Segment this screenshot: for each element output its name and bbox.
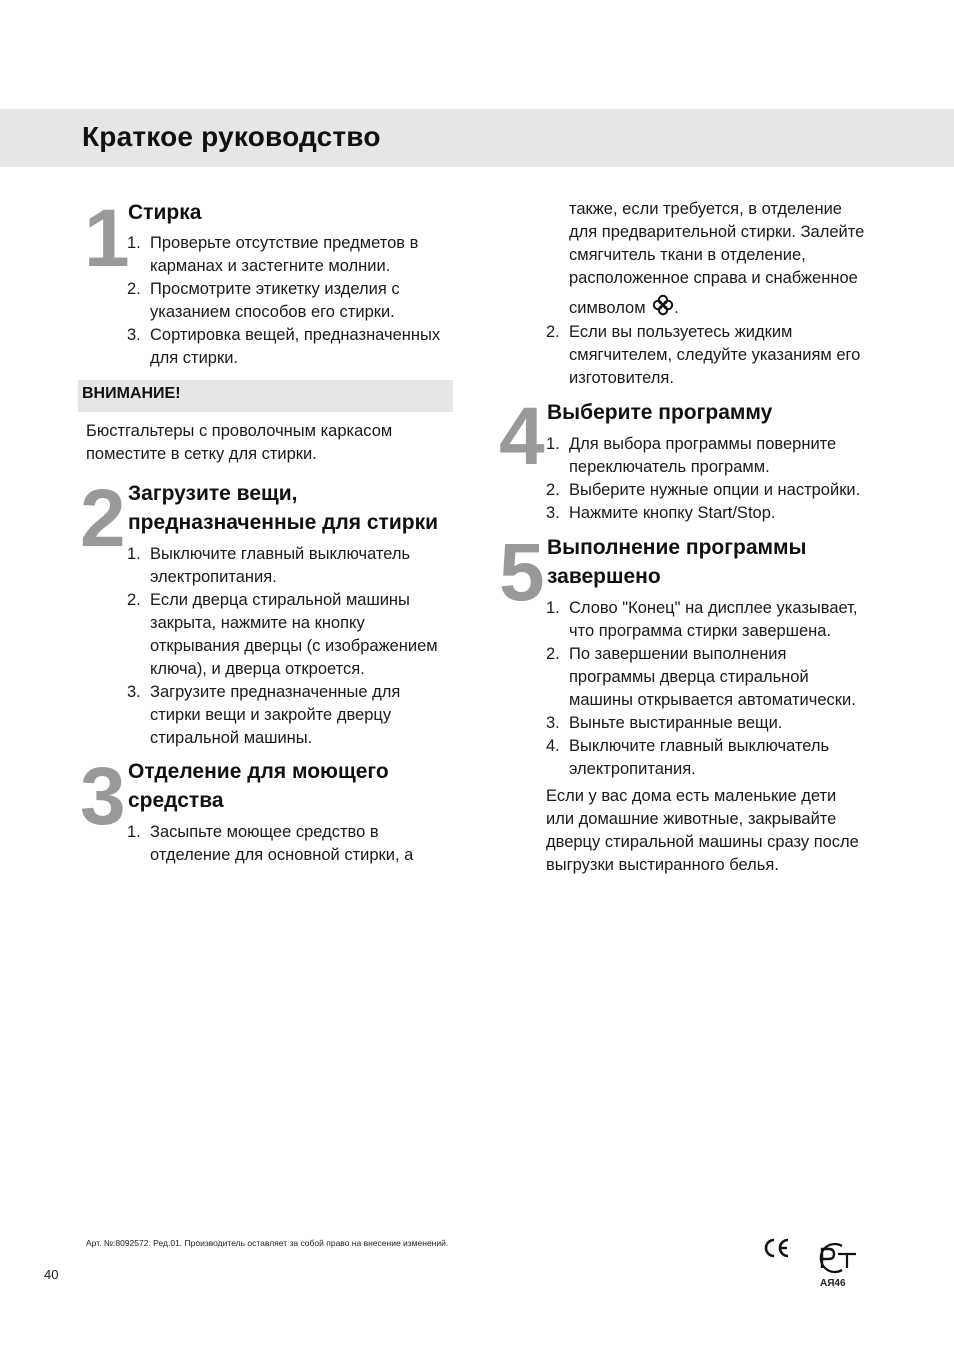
warning-text: Бюстгальтеры с проволочным каркасом поместите в сетку для стирки.: [86, 422, 393, 463]
list-item: 1. Слово "Конец" на дисплее указывает, что программа стирки завершена.: [546, 599, 858, 640]
step-2-list: [127, 543, 467, 750]
step-5-note: Если у вас дома есть маленькие дети или домашние животные, закрывайте дверцу стиральной машины сразу после выгрузки выстиранного белья.: [546, 787, 859, 874]
list-item: 2. Выберите нужные опции и настройки.: [546, 481, 861, 499]
step-3-list: [127, 821, 467, 867]
pct-certification-icon: [812, 1240, 860, 1276]
list-item: 3. Сортировка вещей, предназначенных для стирки.: [127, 326, 441, 367]
step-1-title: Стирка: [128, 201, 202, 224]
step-5-title: Выполнение программы завершено: [547, 536, 807, 588]
list-item: 3. Выньте выстиранные вещи.: [546, 714, 783, 732]
warning-band: [78, 380, 453, 412]
step-3-number: 3: [80, 751, 124, 842]
page-number: 40: [44, 1267, 59, 1282]
step-4-number: 4: [499, 391, 543, 482]
ce-mark-icon: [763, 1236, 791, 1260]
step-3-continued: также, если требуется, в отделение для предварительной стирки. Залейте смягчитель ткани в отделение, расположенное справа и снабженное: [569, 200, 865, 287]
step-4-list: [546, 433, 886, 525]
list-item: 1. Проверьте отсутствие предметов в карманах и застегните молнии.: [127, 234, 419, 275]
list-item: 2. По завершении выполнения программы дверца стиральной машины открывается автоматически.: [546, 645, 856, 709]
step-2-number: 2: [80, 473, 124, 564]
list-item: 1. Засыпьте моющее средство в отделение для основной стирки, а: [127, 823, 414, 864]
list-item: 2. Если вы пользуетесь жидким смягчителем, следуйте указаниям его изготовителя.: [546, 323, 861, 387]
warning-label: ВНИМАНИЕ!: [82, 385, 181, 402]
step-1-list: [127, 232, 467, 370]
step-3-symbol-line: символом .: [569, 294, 889, 320]
list-item: 2. Если дверца стиральной машины закрыта, нажмите на кнопку открывания дверцы (с изображением ключа), и дверца откроется.: [127, 591, 438, 678]
list-item: 3. Загрузите предназначенные для стирки вещи и закройте дверцу стиральной машины.: [127, 683, 401, 747]
step-3-title: Отделение для моющего средства: [128, 760, 389, 812]
step-5-number: 5: [499, 527, 543, 618]
list-item: 1. Выключите главный выключатель электропитания.: [127, 545, 411, 586]
step-5-list: [546, 597, 886, 781]
footer-note: Арт. №:8092572. Ред.01. Производитель оставляет за собой право на внесение изменений.: [86, 1238, 449, 1248]
list-item: 3. Нажмите кнопку Start/Stop.: [546, 504, 776, 522]
list-item: 4. Выключите главный выключатель электропитания.: [546, 737, 830, 778]
step-2-title: Загрузите вещи, предназначенные для стирки: [128, 482, 438, 534]
step-4-title: Выберите программу: [547, 401, 773, 424]
list-item: 2. Просмотрите этикетку изделия с указанием способов его стирки.: [127, 280, 400, 321]
list-item: 1. Для выбора программы поверните переключатель программ.: [546, 435, 837, 476]
step-3-list-more: [546, 321, 886, 390]
certification-code: АЯ46: [820, 1278, 846, 1289]
step-1-number: 1: [84, 193, 128, 284]
page-title: Краткое руководство: [82, 121, 381, 152]
title-band: [0, 109, 954, 167]
flower-softener-icon: [652, 294, 674, 316]
